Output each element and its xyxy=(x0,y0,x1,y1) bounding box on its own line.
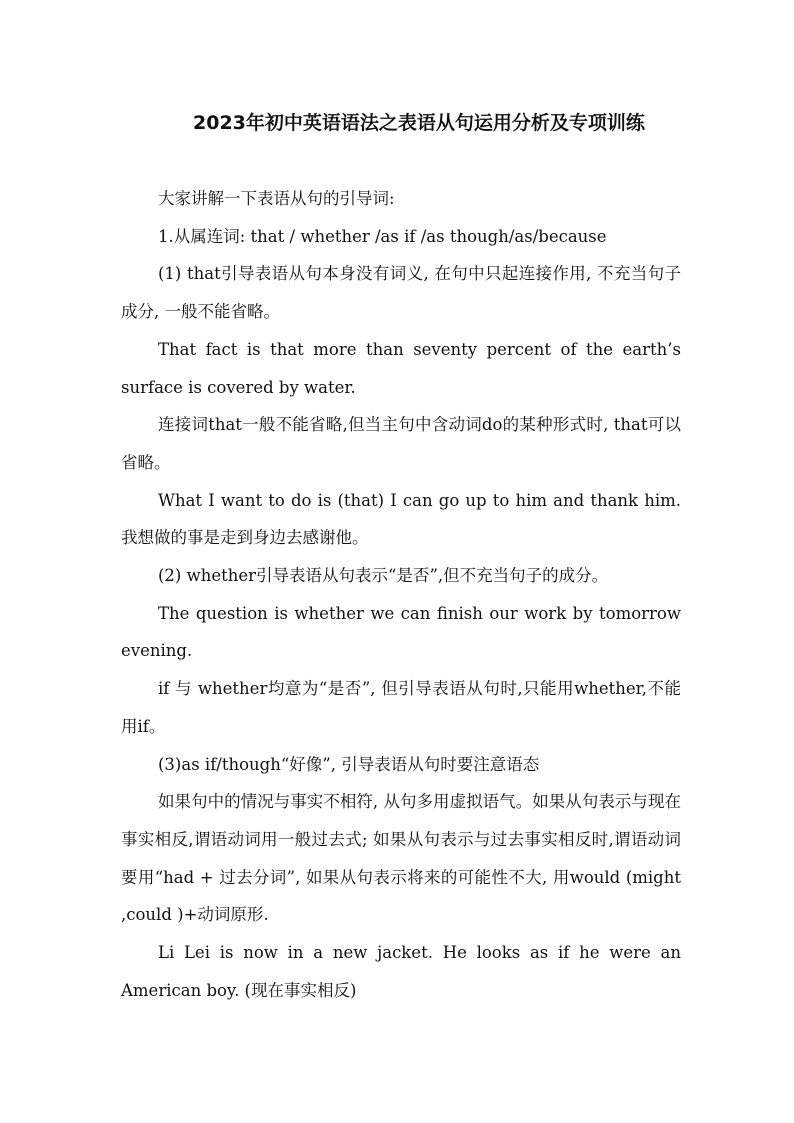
paragraph-conjunctions: 1.从属连词: that / whether /as if /as though/as/because xyxy=(158,226,607,246)
paragraph-as-if-example: Li Lei is now in a new jacket. He looks as if he were an American boy. (现在事实相反) xyxy=(121,943,681,1000)
paragraph-that-example: That fact is that more than seventy percent of the earth’s surface is covered by water. xyxy=(121,339,681,397)
paragraph-whether-example: The question is whether we can finish our work by tomorrow evening. xyxy=(121,603,681,661)
document-title: 2023年初中英语语法之表语从句运用分析及专项训练 xyxy=(193,112,645,134)
paragraph-that-omission: 连接词that一般不能省略,但当主句中含动词do的某种形式时, that可以省略。 xyxy=(121,415,681,472)
paragraph-that-omission-example: What I want to do is (that) I can go up to him and thank him. 我想做的事是走到身边去感谢他。 xyxy=(121,490,681,548)
paragraph-if-whether: if 与 whether均意为“是否”, 但引导表语从句时,只能用whether,不能用if。 xyxy=(121,679,681,736)
paragraph-subjunctive: 如果句中的情况与事实不相符, 从句多用虚拟语气。如果从句表示与现在事实相反,谓语动词用一般过去式; 如果从句表示与过去事实相反时,谓语动词要用“had + 过去分词”, 如果从句表示将来的可能性不大, 用would (might ,could )+动词原形. xyxy=(121,792,681,925)
paragraph-whether-rule: (2) whether引导表语从句表示“是否”,但不充当句子的成分。 xyxy=(158,566,609,586)
paragraph-intro: 大家讲解一下表语从句的引导词: xyxy=(158,189,395,208)
paragraph-that-rule: (1) that引导表语从句本身没有词义, 在句中只起连接作用, 不充当句子成分, 一般不能省略。 xyxy=(121,264,681,322)
paragraph-as-if-rule: (3)as if/though“好像”, 引导表语从句时要注意语态 xyxy=(158,754,540,774)
document-body xyxy=(121,180,681,1009)
